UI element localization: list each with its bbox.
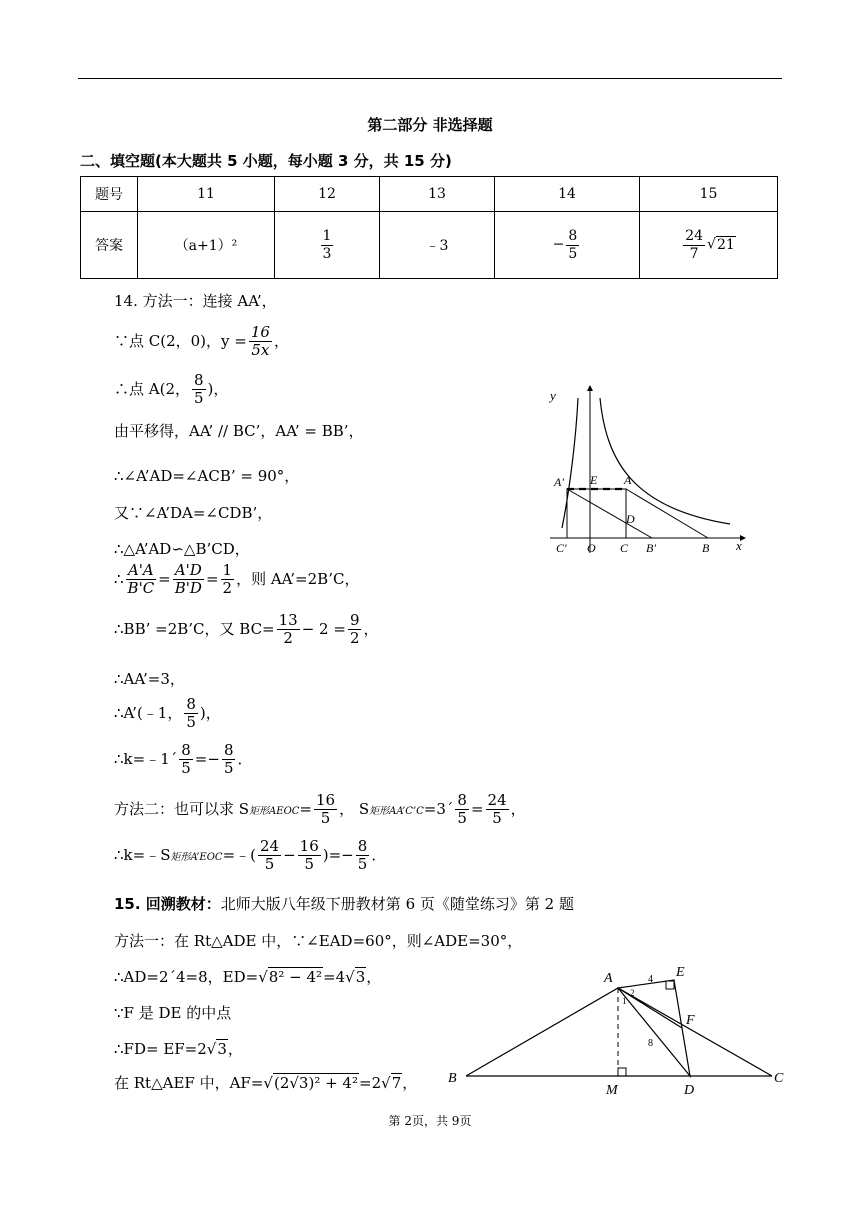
sol15-line: 方法一：在 Rt△ADE 中，∵∠EAD=60°，则∠ADE=30°， <box>114 932 523 950</box>
hyperbola-left-branch <box>562 398 578 528</box>
label-a: A <box>604 971 613 986</box>
answer-15: $\frac{24}{7}$ √21 <box>640 212 778 279</box>
label-d: D <box>684 1083 695 1098</box>
label-m: M <box>606 1083 618 1098</box>
sol14-line: ∵点 C(2，0)，y = $\frac{16}{5x}$ ， <box>114 323 289 360</box>
rectangle <box>567 489 626 538</box>
answer-14: − $\frac{8}{5}$ <box>495 212 640 279</box>
label-a1: A' <box>554 475 564 489</box>
answer-table <box>80 176 778 279</box>
table-cell: 11 <box>138 177 275 212</box>
table-row <box>81 177 778 212</box>
sol14-line: 又∵∠A’DA=∠CDB’， <box>114 504 273 522</box>
sol14-line: ∴A’(﹣1， $\frac{8}{5}$ )， <box>114 695 221 732</box>
sol14-line: ∴ $\frac{A'A}{B'C}$ = $\frac{A'D}{B'D}$ = $\frac{1}{2}$ ，则 AA’=2B’C， <box>114 561 360 598</box>
sol14-line: ∴△A’AD∽△B’CD， <box>114 540 250 558</box>
page-footer: 第 2页，共 9页 <box>388 1114 472 1128</box>
sol15-line: 在 Rt△AEF 中，AF=√(2√3)² + 4²=2√7， <box>114 1074 418 1092</box>
sol15-line: ∵F 是 DE 的中点 <box>114 1004 232 1022</box>
label-angle-1: 1 <box>622 996 627 1006</box>
label-b: B <box>448 1071 457 1086</box>
label-c1: C' <box>556 541 567 555</box>
label-b1: B' <box>646 541 656 555</box>
top-rule <box>78 78 782 79</box>
label-e: E <box>676 965 685 980</box>
hyperbola-figure <box>540 378 760 563</box>
sol14-line: ∴BB’ =2B’C，又 BC= $\frac{13}{2}$ − 2 = $\frac{9}{2}$ ， <box>114 611 379 648</box>
answer-11: （a+1）² <box>138 212 275 279</box>
label-y: y <box>550 388 556 403</box>
sol15-line: ∴FD= EF=2√3， <box>114 1040 243 1058</box>
label-x: x <box>736 538 742 553</box>
row-header: 题号 <box>81 177 138 212</box>
part-title: 第二部分 非选择题 <box>367 116 493 134</box>
sol14-line: 14. 方法一：连接 AA’， <box>114 292 277 310</box>
sol15-line: 15. 回溯教材：北师大版八年级下册教材第 6 页《随堂练习》第 2 题 <box>114 895 574 913</box>
label-o: O <box>587 541 596 555</box>
table-cell: 12 <box>275 177 380 212</box>
triangle-figure <box>440 958 792 1108</box>
right-angle-mark <box>618 1068 626 1076</box>
row-header: 答案 <box>81 212 138 279</box>
segment-af <box>618 988 682 1028</box>
label-angle-2: 2 <box>630 988 635 998</box>
sol14-line: ∴点 A(2， $\frac{8}{5}$ )， <box>114 371 229 408</box>
label-8: 8 <box>648 1038 653 1049</box>
sol14-line: ∴AA’=3， <box>114 670 185 688</box>
table-row <box>81 212 778 279</box>
label-c: C <box>620 541 629 555</box>
sol14-line: ∴k=﹣1´ $\frac{8}{5}$ =− $\frac{8}{5}$ ． <box>114 741 253 778</box>
label-c: C <box>774 1071 784 1086</box>
table-cell: 15 <box>640 177 778 212</box>
label-e: E <box>590 473 598 487</box>
label-4: 4 <box>648 974 653 985</box>
label-a: A <box>624 473 632 487</box>
sol14-line: 方法二：也可以求 S矩形AEOC= $\frac{16}{5}$ ， S矩形AA’C’C=3´ $\frac{8}{5}$ = $\frac{24}{5}$ ， <box>114 791 526 828</box>
section-title: 二、填空题(本大题共 5 小题，每小题 3 分，共 15 分) <box>80 152 452 170</box>
sol14-line: ∴∠A’AD=∠ACB’ = 90°， <box>114 467 300 485</box>
sol15-line: ∴AD=2´4=8，ED=√8² − 4²=4√3， <box>114 968 382 986</box>
right-angle-mark <box>666 981 674 989</box>
label-b: B <box>702 541 710 555</box>
sol14-line: 由平移得，AA’ // BC’，AA’ = BB’， <box>114 422 364 440</box>
triangle-abc <box>466 988 772 1076</box>
sol14-line: ∴k=﹣S矩形A’EOC=﹣( $\frac{24}{5}$ − $\frac{16}{5}$ )=− $\frac{8}{5}$ ． <box>114 837 387 874</box>
label-f: F <box>686 1013 695 1028</box>
answer-12: $\frac{1}{3}$ <box>275 212 380 279</box>
hyperbola-right-branch <box>600 398 730 524</box>
table-cell: 13 <box>380 177 495 212</box>
table-cell: 14 <box>495 177 640 212</box>
label-d: D <box>626 512 635 526</box>
answer-13: ﹣3 <box>380 212 495 279</box>
